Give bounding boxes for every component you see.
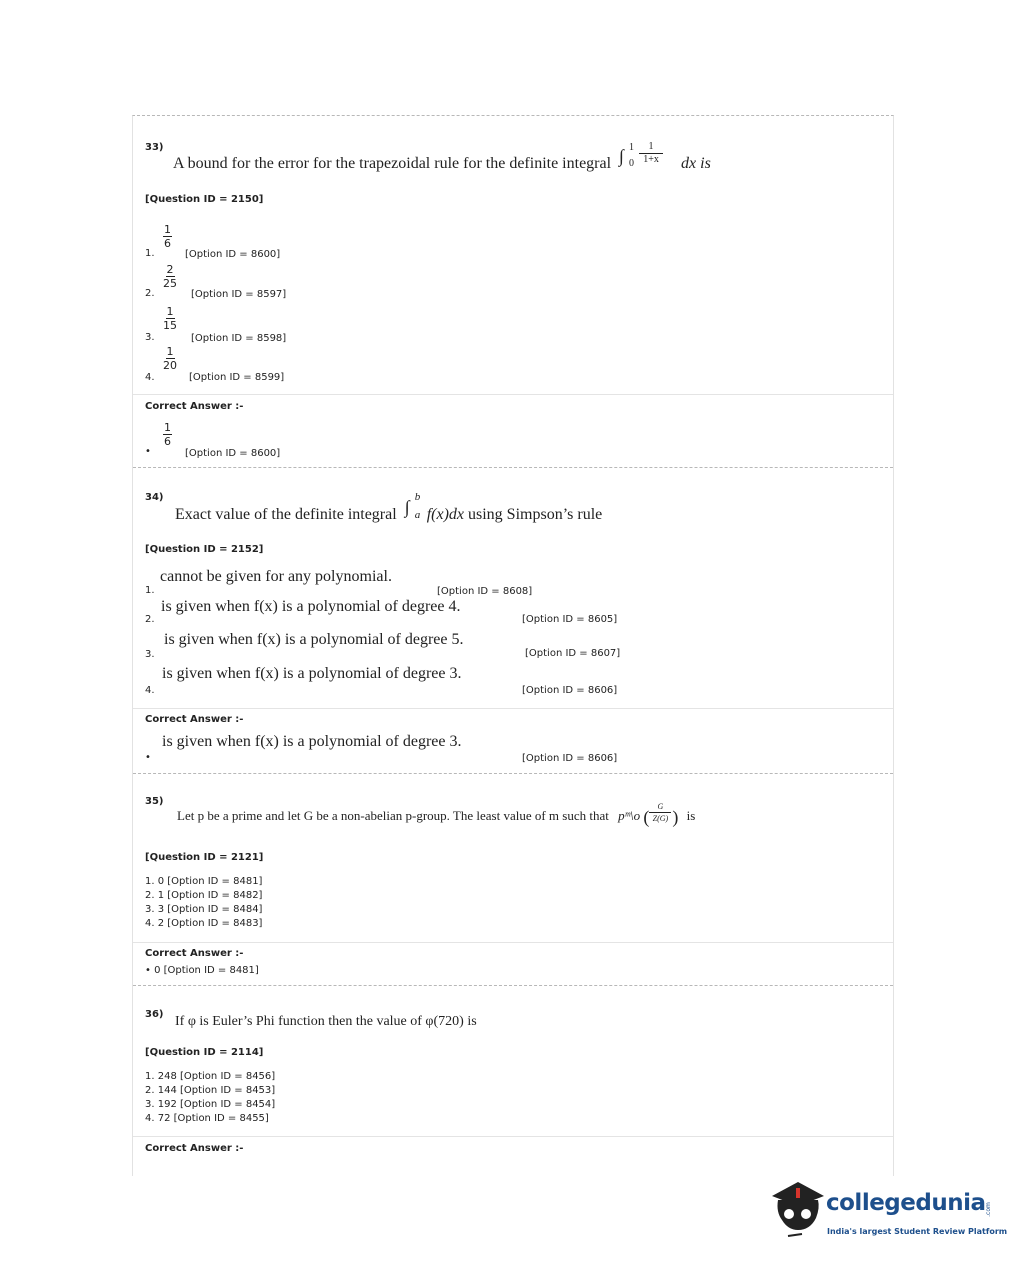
correct-id-34: [Option ID = 8606] xyxy=(522,753,618,764)
question-33-text xyxy=(173,141,711,173)
option-34-1-number: 1. xyxy=(145,585,155,596)
option-34-3-id: [Option ID = 8607] xyxy=(525,648,621,659)
integrand-fraction xyxy=(639,142,663,165)
option-34-4-text[interactable]: is given when f(x) is a polynomial of degree 3. xyxy=(162,665,462,682)
mascot-icon xyxy=(768,1178,828,1248)
option-35-4[interactable]: 4. 2 [Option ID = 8483] xyxy=(145,918,263,929)
option-35-1[interactable]: 1. 0 [Option ID = 8481] xyxy=(145,876,263,887)
option-4-fraction[interactable] xyxy=(163,346,177,371)
integral-upper-limit: 1 xyxy=(629,142,635,153)
option-1-number: 1. xyxy=(145,248,155,259)
option-34-2-id: [Option ID = 8605] xyxy=(522,614,618,625)
correct-answer-label-36: Correct Answer :- xyxy=(145,1143,244,1154)
option-2-number: 2. xyxy=(145,288,155,299)
question-34-integral xyxy=(401,491,423,521)
integral-sign: ∫ xyxy=(619,146,624,166)
brand-tagline: India's largest Student Review Platform xyxy=(827,1227,1008,1236)
option-34-4-number: 4. xyxy=(145,685,155,696)
question-36-number: 36) xyxy=(145,1009,164,1020)
option-4-denominator: 20 xyxy=(163,359,177,372)
correct-answer-label-35: Correct Answer :- xyxy=(145,948,244,959)
correct-fraction-33 xyxy=(163,422,172,447)
question-35-numerator: G xyxy=(657,802,664,812)
question-34-text xyxy=(175,491,603,524)
option-34-1-id: [Option ID = 8608] xyxy=(437,586,533,597)
option-3-numerator: 1 xyxy=(166,305,174,318)
correct-numerator-33: 1 xyxy=(164,421,171,434)
option-3-id: [Option ID = 8598] xyxy=(191,333,287,344)
question-34-integrand: f(x)dx xyxy=(426,506,464,523)
integral-lower-limit-34: a xyxy=(414,509,421,521)
question-33-statement: A bound for the error for the trapezoidal rule for the definite integral xyxy=(173,155,612,172)
option-34-4-id: [Option ID = 8606] xyxy=(522,685,618,696)
option-35-3[interactable]: 3. 3 [Option ID = 8484] xyxy=(145,904,263,915)
question-35-expression: pᵐ\o xyxy=(618,808,641,823)
question-33-number: 33) xyxy=(145,142,164,153)
option-4-id: [Option ID = 8599] xyxy=(189,372,285,383)
option-34-3-text[interactable]: is given when f(x) is a polynomial of degree 5. xyxy=(164,631,464,648)
option-2-numerator: 2 xyxy=(166,263,174,276)
question-34-number: 34) xyxy=(145,492,164,503)
question-35-id: [Question ID = 2121] xyxy=(145,852,264,863)
question-35-text xyxy=(177,802,696,828)
question-33-integral xyxy=(615,141,677,169)
question-36-text: If φ is Euler’s Phi function then the value of φ(720) is xyxy=(175,1014,477,1029)
option-36-1[interactable]: 1. 248 [Option ID = 8456] xyxy=(145,1071,276,1082)
question-34-statement: Exact value of the definite integral xyxy=(175,506,397,523)
integrand-denominator: 1+x xyxy=(643,154,659,165)
option-1-id: [Option ID = 8600] xyxy=(185,249,281,260)
option-36-2[interactable]: 2. 144 [Option ID = 8453] xyxy=(145,1085,276,1096)
integral-lower-limit: 0 xyxy=(629,158,635,169)
correct-id-33: [Option ID = 8600] xyxy=(185,448,281,459)
option-1-fraction[interactable] xyxy=(163,224,172,249)
integral-sign-34: ∫ xyxy=(404,497,410,517)
option-34-2-number: 2. xyxy=(145,614,155,625)
correct-bullet-34: • xyxy=(145,752,151,763)
option-34-1-text[interactable]: cannot be given for any polynomial. xyxy=(160,568,392,585)
option-35-2[interactable]: 2. 1 [Option ID = 8482] xyxy=(145,890,263,901)
question-paper xyxy=(132,115,894,1176)
correct-bullet-33: • xyxy=(145,446,151,457)
option-1-denominator: 6 xyxy=(164,237,171,250)
question-35-denominator: Z(G) xyxy=(652,814,669,824)
option-4-number: 4. xyxy=(145,372,155,383)
option-34-3-number: 3. xyxy=(145,649,155,660)
question-35-tail: is xyxy=(686,808,696,823)
question-33-id: [Question ID = 2150] xyxy=(145,194,264,205)
option-2-denominator: 25 xyxy=(163,277,177,290)
option-1-numerator: 1 xyxy=(164,223,171,236)
correct-text-34: is given when f(x) is a polynomial of degree 3. xyxy=(162,733,462,750)
question-35-statement: Let p be a prime and let G be a non-abelian p-group. The least value of m such that xyxy=(177,808,609,823)
option-3-denominator: 15 xyxy=(163,319,177,332)
option-2-fraction[interactable] xyxy=(163,264,177,289)
brand-suffix: .com xyxy=(984,1202,992,1217)
question-33-tail: dx is xyxy=(681,155,711,172)
option-2-id: [Option ID = 8597] xyxy=(191,289,287,300)
correct-answer-label-33: Correct Answer :- xyxy=(145,401,244,412)
correct-answer-35: • 0 [Option ID = 8481] xyxy=(145,965,259,976)
option-36-4[interactable]: 4. 72 [Option ID = 8455] xyxy=(145,1113,269,1124)
question-34-tail: using Simpson’s rule xyxy=(468,506,603,523)
option-36-3[interactable]: 3. 192 [Option ID = 8454] xyxy=(145,1099,276,1110)
option-34-2-text[interactable]: is given when f(x) is a polynomial of degree 4. xyxy=(161,598,461,615)
integrand-numerator: 1 xyxy=(648,141,654,152)
collegedunia-logo[interactable] xyxy=(768,1178,1008,1248)
question-36-id: [Question ID = 2114] xyxy=(145,1047,264,1058)
correct-answer-label-34: Correct Answer :- xyxy=(145,714,244,725)
integral-upper-limit-34: b xyxy=(414,491,421,503)
brand-name: collegedunia xyxy=(826,1190,986,1216)
option-4-numerator: 1 xyxy=(166,345,174,358)
correct-denominator-33: 6 xyxy=(164,435,171,448)
option-3-fraction[interactable] xyxy=(163,306,177,331)
question-35-number: 35) xyxy=(145,796,164,807)
option-3-number: 3. xyxy=(145,332,155,343)
question-34-id: [Question ID = 2152] xyxy=(145,544,264,555)
question-35-fraction: ( G Z(G) ) xyxy=(643,802,679,828)
